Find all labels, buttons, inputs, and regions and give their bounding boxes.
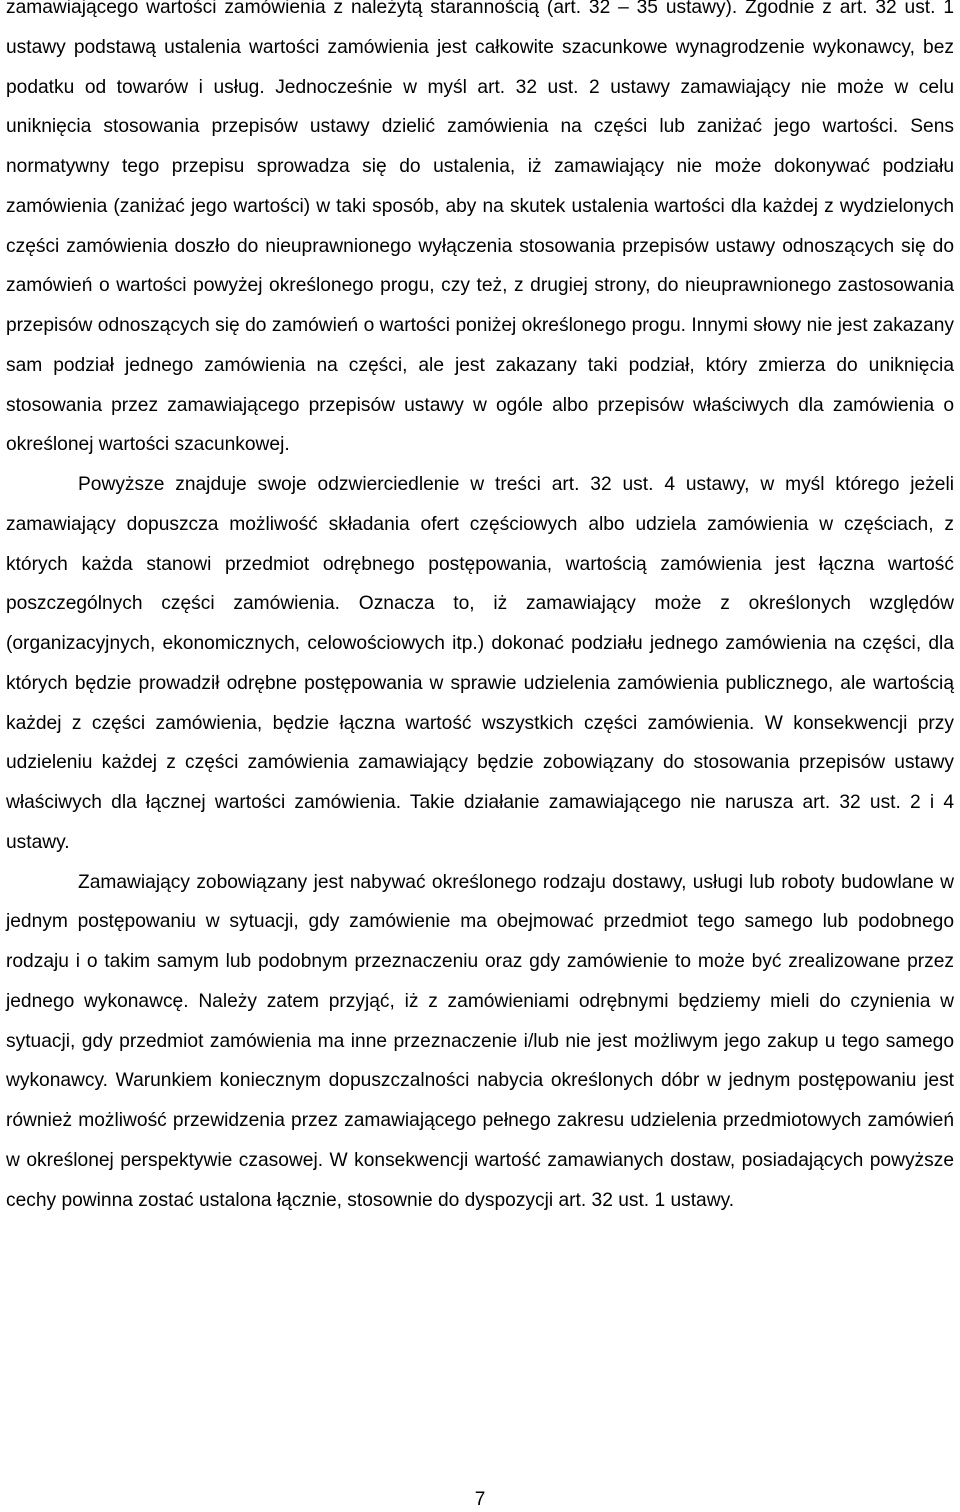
body-paragraph-1: zamawiającego wartości zamówienia z należytą starannością (art. 32 – 35 ustawy). Zgodnie z art. 32 ust. 1 ustawy podstawą ustalenia wartości zamówienia jest całkowite szacunkowe wynagrodzenie wykonawcy, bez podatku od towarów i usług. Jednocześnie w myśl art. 32 ust. 2 ustawy zamawiający nie może w celu uniknięcia stosowania przepisów ustawy dzielić zamówienia na części lub zaniżać jego wartości. Sens normatywny tego przepisu sprowadza się do ustalenia, iż zamawiający nie może dokonywać podziału zamówienia (zaniżać jego wartości) w taki sposób, aby na skutek ustalenia wartości dla każdej z wydzielonych części zamówienia doszło do nieuprawnionego wyłączenia stosowania przepisów ustawy odnoszących się do zamówień o wartości powyżej określonego progu, czy też, z drugiej strony, do nieuprawnionego zastosowania przepisów odnoszących się do zamówień o wartości poniżej określonego progu. Innymi słowy nie jest zakazany sam podział jednego zamówienia na części, ale jest zakazany taki podział, który zmierza do uniknięcia stosowania przez zamawiającego przepisów ustawy w ogóle albo przepisów właściwych dla zamówienia o określonej wartości szacunkowej. <box>6 0 954 456</box>
page-number: 7 <box>474 1489 486 1510</box>
body-paragraph-3: Zamawiający zobowiązany jest nabywać określonego rodzaju dostawy, usługi lub roboty budowlane w jednym postępowaniu w sytuacji, gdy zamówienie ma obejmować przedmiot tego samego lub podobnego rodzaju i o takim samym lub podobnym przeznaczeniu oraz gdy zamówienie to może być zrealizowane przez jednego wykonawcę. Należy zatem przyjąć, iż z zamówieniami odrębnymi będziemy mieli do czynienia w sytuacji, gdy przedmiot zamówienia ma inne przeznaczenie i/lub nie jest możliwym jego zakup u tego samego wykonawcy. Warunkiem koniecznym dopuszczalności nabycia określonych dóbr w jednym postępowaniu jest również możliwość przewidzenia przez zamawiającego pełnego zakresu udzielenia przedmiotowych zamówień w określonej perspektywie czasowej. W konsekwencji wartość zamawianych dostaw, posiadających powyższe cechy powinna zostać ustalona łącznie, stosownie do dyspozycji art. 32 ust. 1 ustawy. <box>6 871 954 1211</box>
document-page <box>6 0 954 1220</box>
body-paragraph-2: Powyższe znajduje swoje odzwierciedlenie w treści art. 32 ust. 4 ustawy, w myśl którego jeżeli zamawiający dopuszcza możliwość składania ofert częściowych albo udziela zamówienia w częściach, z których każda stanowi przedmiot odrębnego postępowania, wartością zamówienia jest łączna wartość poszczególnych części zamówienia. Oznacza to, iż zamawiający może z określonych względów (organizacyjnych, ekonomicznych, celowościowych itp.) dokonać podziału jednego zamówienia na części, dla których będzie prowadził odrębne postępowania w sprawie udzielenia zamówienia publicznego, ale wartością każdej z części zamówienia, będzie łączna wartość wszystkich części zamówienia. W konsekwencji przy udzieleniu każdej z części zamówienia zamawiający będzie zobowiązany do stosowania przepisów ustawy właściwych dla łącznej wartości zamówienia. Takie działanie zamawiającego nie narusza art. 32 ust. 2 i 4 ustawy. <box>6 474 954 853</box>
